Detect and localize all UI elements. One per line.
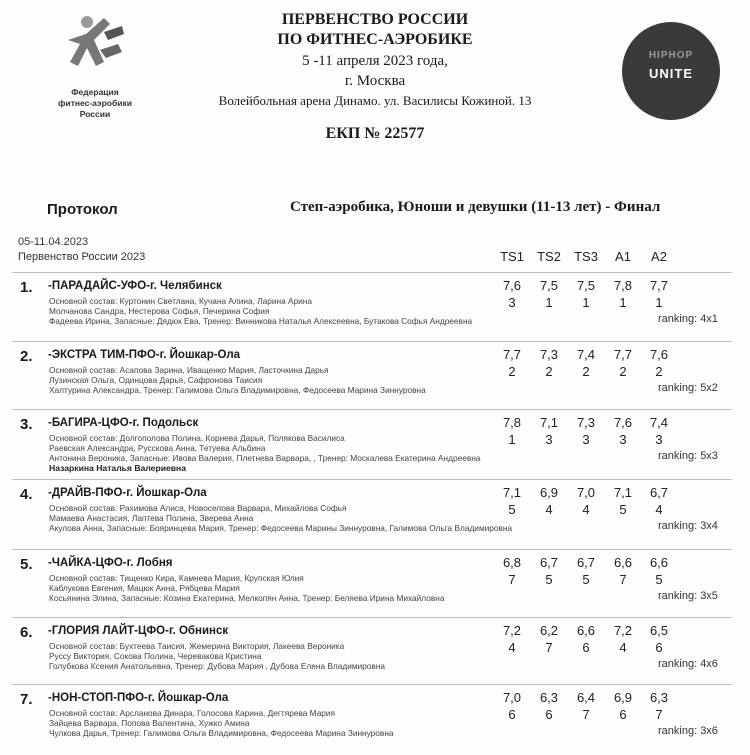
judge-score: 7,7 (613, 347, 633, 362)
judge-rank: 6 (619, 707, 627, 722)
judge-rank: 7 (508, 572, 516, 587)
judge-score: 6,8 (502, 555, 522, 570)
federation-name-1: Федерация (71, 87, 119, 97)
col-header-a1: A1 (615, 249, 631, 264)
ekp-number: ЕКП № 22577 (325, 125, 425, 142)
team-roster-line: Косьянина Элина, Запасные: Козина Екатерина, Мелкопян Анна, Тренер: Беляева Ирина Михайловна (49, 593, 445, 603)
team-name: -ГЛОРИЯ ЛАЙТ-ЦФО-г. Обнинск (48, 625, 229, 637)
result-row (12, 549, 732, 611)
federation-name-2: фитнес-аэробики (58, 98, 132, 108)
judge-rank: 5 (545, 572, 553, 587)
col-header-ts1: TS1 (500, 249, 524, 264)
judge-rank: 7 (545, 640, 553, 655)
team-roster-line: Основной состав: Куртонин Светлана, Кучана Алина, Ларина Арина (49, 296, 312, 306)
result-row (12, 479, 732, 541)
judge-score: 6,2 (539, 623, 559, 638)
ranking-summary: ranking: 3x5 (658, 590, 718, 602)
place-number: 7. (20, 691, 33, 708)
team-roster-line: Чулкова Дарья, Тренер: Галимова Ольга Владимировна, Федосеева Марина Зиннуровна (49, 728, 394, 738)
judge-rank: 2 (545, 364, 553, 379)
judge-score: 7,5 (576, 278, 596, 293)
judge-score: 6,6 (576, 623, 596, 638)
team-roster-line: Основной состав: Долгополова Полина, Корнева Дарья, Полякова Василиса (49, 433, 345, 443)
judge-rank: 5 (655, 572, 663, 587)
judge-score: 7,2 (502, 623, 522, 638)
place-number: 1. (20, 279, 33, 296)
judge-rank: 2 (582, 364, 590, 379)
place-number: 4. (20, 486, 33, 503)
ranking-summary: ranking: 5x3 (658, 450, 718, 462)
header-title-2: ПО ФИТНЕС-АЭРОБИКЕ (277, 31, 473, 48)
team-roster-line: Молчанова Сандра, Нестерова Софья, Печерина София (49, 306, 270, 316)
team-name: -ЭКСТРА ТИМ-ПФО-г. Йошкар-Ола (48, 349, 241, 361)
judge-rank: 4 (545, 502, 553, 517)
fitness-figure-icon (60, 10, 130, 82)
logo-hiphop-text: HIPHOP (648, 50, 694, 61)
judge-rank: 4 (655, 502, 663, 517)
judge-rank: 5 (619, 502, 627, 517)
team-roster-line: Лузинская Ольга, Одинцова Дарья, Сафронова Таисия (49, 375, 263, 385)
judge-score: 6,9 (539, 485, 559, 500)
judge-score: 7,6 (649, 347, 669, 362)
place-number: 5. (20, 556, 33, 573)
team-roster-line: Фадеева Ирина, Запасные: Дядюк Ева, Тренер: Винникова Наталья Алексеевна, Бутакова Софья Андреевна (49, 316, 473, 326)
team-name: -ЧАЙКА-ЦФО-г. Лобня (48, 557, 173, 569)
judge-score: 7,8 (613, 278, 633, 293)
place-number: 2. (20, 348, 33, 365)
judge-score: 6,9 (613, 690, 633, 705)
result-row (12, 684, 732, 746)
team-roster-line: Основной состав: Асапова Зарина, Иващенко Мария, Ласточкина Дарья (49, 365, 329, 375)
judge-rank: 2 (619, 364, 627, 379)
result-row (12, 409, 732, 471)
judge-score: 7,1 (613, 485, 633, 500)
judge-rank: 2 (508, 364, 516, 379)
judge-score: 6,3 (649, 690, 669, 705)
judge-score: 7,0 (576, 485, 596, 500)
header-venue: Волейбольная арена Динамо. ул. Василисы Кожиной. 13 (218, 93, 532, 108)
federation-name-3: России (79, 109, 111, 119)
judge-score: 7,6 (502, 278, 522, 293)
judge-rank: 1 (508, 432, 516, 447)
judge-score: 7,4 (649, 415, 669, 430)
judge-rank: 5 (582, 572, 590, 587)
ranking-summary: ranking: 3x4 (658, 520, 718, 532)
team-roster-line: Акулова Анна, Запасные: Бояринцева Мария, Тренер: Федосеева Марины Зиннуровна, Галимова Ольга Владимировна (49, 523, 513, 533)
judge-rank: 6 (655, 640, 663, 655)
judge-score: 7,0 (502, 690, 522, 705)
judge-rank: 3 (582, 432, 590, 447)
judge-rank: 4 (619, 640, 627, 655)
judge-score: 7,6 (613, 415, 633, 430)
judge-rank: 6 (508, 707, 516, 722)
judge-score: 6,5 (649, 623, 669, 638)
ranking-summary: ranking: 4x1 (658, 313, 718, 325)
judge-rank: 7 (655, 707, 663, 722)
judge-score: 7,5 (539, 278, 559, 293)
place-number: 3. (20, 416, 33, 433)
hiphop-unite-logo (622, 22, 720, 120)
team-roster-line: Антонина Вероника, Запасные: Ивова Валерия, Плетнева Варвара, , Тренер: Москалева Екатерина Андреевна (49, 453, 481, 463)
judge-score: 6,7 (649, 485, 669, 500)
header-title-1: ПЕРВЕНСТВО РОССИИ (281, 11, 469, 28)
judge-rank: 1 (655, 295, 663, 310)
judge-score: 6,7 (539, 555, 559, 570)
judge-rank: 1 (619, 295, 627, 310)
team-name: -ДРАЙВ-ПФО-г. Йошкар-Ола (48, 487, 207, 499)
judge-score: 6,6 (649, 555, 669, 570)
judge-score: 6,6 (613, 555, 633, 570)
team-name: -ПАРАДАЙС-УФО-г. Челябинск (48, 280, 222, 292)
team-roster-line: Основной состав: Арсланова Динара, Голосова Карина, Дегтярева Мария (49, 708, 336, 718)
team-roster-line: Голубкова Ксения Анатольевна, Тренер: Дубова Мария , Дубова Елена Владимировна (49, 661, 386, 671)
judge-rank: 7 (582, 707, 590, 722)
judge-score: 7,2 (613, 623, 633, 638)
judge-rank: 1 (545, 295, 553, 310)
team-name: -БАГИРА-ЦФО-г. Подольск (48, 417, 199, 429)
result-row (12, 272, 732, 334)
team-roster-line: Руссу Виктория, Сокова Полина, Черевакова Кристина (49, 651, 262, 661)
judge-score: 6,7 (576, 555, 596, 570)
judge-score: 7,1 (502, 485, 522, 500)
protocol-label: Протокол (47, 201, 118, 218)
judge-rank: 2 (655, 364, 663, 379)
judge-rank: 7 (619, 572, 627, 587)
judge-rank: 3 (655, 432, 663, 447)
team-roster-line: Раевская Александра, Русскова Анна, Тетуева Альбина (49, 443, 266, 453)
event-title: Степ-аэробика, Юноши и девушки (11-13 лет) - Финал (290, 199, 661, 215)
judge-rank: 1 (582, 295, 590, 310)
result-row (12, 341, 732, 403)
logo-unite-text: UNITE (649, 66, 693, 81)
team-roster-line: Основной состав: Бухтеева Таисия, Жемерина Виктория, Лакеева Вероника (49, 641, 345, 651)
judge-score: 7,8 (502, 415, 522, 430)
coach-name-bold: Назаркина Наталья Валериевна (49, 463, 187, 473)
event-date: 05-11.04.2023 (18, 236, 89, 248)
team-name: -НОН-СТОП-ПФО-г. Йошкар-Ола (48, 692, 229, 704)
judge-rank: 3 (619, 432, 627, 447)
col-header-ts2: TS2 (537, 249, 561, 264)
team-roster-line: Основной состав: Тищенко Кира, Камнева Мария, Крупская Юлия (49, 573, 304, 583)
header-city: г. Москва (344, 73, 406, 89)
header-dates: 5 -11 апреля 2023 года, (302, 53, 448, 69)
team-roster-line: Основной состав: Рахимова Алиса, Новоселова Варвара, Михайлова Софья (49, 503, 347, 513)
judge-rank: 6 (545, 707, 553, 722)
judge-rank: 4 (582, 502, 590, 517)
judge-score: 6,4 (576, 690, 596, 705)
ranking-summary: ranking: 4x6 (658, 658, 718, 670)
judge-score: 7,7 (649, 278, 669, 293)
judge-rank: 3 (545, 432, 553, 447)
col-header-a2: A2 (651, 249, 667, 264)
judge-score: 7,3 (539, 347, 559, 362)
federation-logo (40, 10, 150, 120)
judge-score: 7,3 (576, 415, 596, 430)
ranking-summary: ranking: 5x2 (658, 382, 718, 394)
team-roster-line: Зайцева Варвара, Попова Валентина, Хужко Амина (49, 718, 250, 728)
judge-score: 7,7 (502, 347, 522, 362)
competition-name: Первенство России 2023 (18, 251, 146, 263)
judge-rank: 6 (582, 640, 590, 655)
judge-score: 7,4 (576, 347, 596, 362)
judge-score: 6,3 (539, 690, 559, 705)
result-row (12, 617, 732, 679)
col-header-ts3: TS3 (574, 249, 598, 264)
judge-rank: 4 (508, 640, 516, 655)
place-number: 6. (20, 624, 33, 641)
team-roster-line: Мамаева Анастасия, Лаптева Полина, Зверева Анна (49, 513, 254, 523)
team-roster-line: Халтурина Александра, Тренер: Галимова Ольга Владимировна, Федосеева Марина Зиннуровна (49, 385, 426, 395)
ranking-summary: ranking: 3x6 (658, 725, 718, 737)
judge-rank: 3 (508, 295, 516, 310)
judge-rank: 5 (508, 502, 516, 517)
judge-score: 7,1 (539, 415, 559, 430)
team-roster-line: Каблукова Евгения, Мацюк Анна, Рябцева Мария (49, 583, 240, 593)
